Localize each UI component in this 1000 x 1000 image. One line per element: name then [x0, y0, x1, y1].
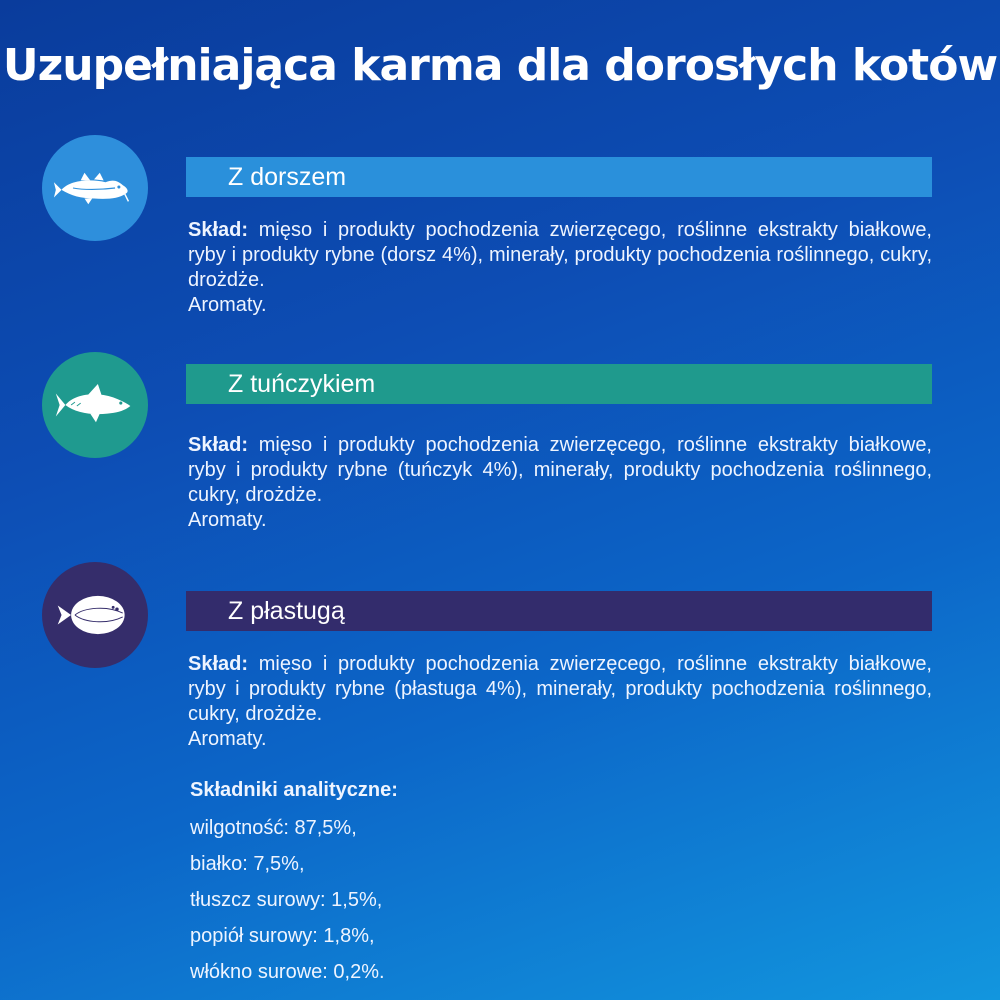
plaice-composition — [188, 652, 932, 752]
composition-label: Skład: — [188, 434, 249, 456]
composition-text: mięso i produkty pochodzenia zwierzęcego, roślinne ekstrakty białkowe, ryby i produkty rybne (płastuga 4%), minerały, produkty pochodzenia roślinnego, cukry, drożdże. — [188, 653, 932, 725]
aroma-text: Aromaty. — [188, 728, 267, 750]
analysis-item: popiół surowy: 1,8%, — [190, 925, 375, 947]
page-title: Uzupełniająca karma dla dorosłych kotów — [2, 40, 998, 91]
analysis-item: tłuszcz surowy: 1,5%, — [190, 889, 383, 911]
analysis-heading: Składniki analityczne: — [190, 779, 398, 801]
tuna-heading: Z tuńczykiem — [186, 364, 932, 404]
analysis-item: wilgotność: 87,5%, — [190, 817, 357, 839]
aroma-text: Aromaty. — [188, 509, 267, 531]
composition-label: Skład: — [188, 219, 249, 241]
tuna-composition — [188, 433, 932, 533]
analysis-item: białko: 7,5%, — [190, 853, 305, 875]
composition-label: Skład: — [188, 653, 249, 675]
aroma-text: Aromaty. — [188, 294, 267, 316]
analysis-item: włókno surowe: 0,2%. — [190, 961, 385, 983]
plaice-fish-icon — [42, 562, 148, 668]
cod-composition — [188, 218, 932, 318]
tuna-fish-icon — [42, 352, 148, 458]
cod-fish-icon — [42, 135, 148, 241]
analytical-constituents — [190, 776, 398, 990]
plaice-heading: Z płastugą — [186, 591, 932, 631]
cod-heading: Z dorszem — [186, 157, 932, 197]
composition-text: mięso i produkty pochodzenia zwierzęcego, roślinne ekstrakty białkowe, ryby i produkty rybne (tuńczyk 4%), minerały, produkty pochodzenia roślinnego, cukry, drożdże. — [188, 434, 932, 506]
composition-text: mięso i produkty pochodzenia zwierzęcego, roślinne ekstrakty białkowe, ryby i produkty rybne (dorsz 4%), minerały, produkty pochodzenia roślinnego, cukry, drożdże. — [188, 219, 932, 291]
